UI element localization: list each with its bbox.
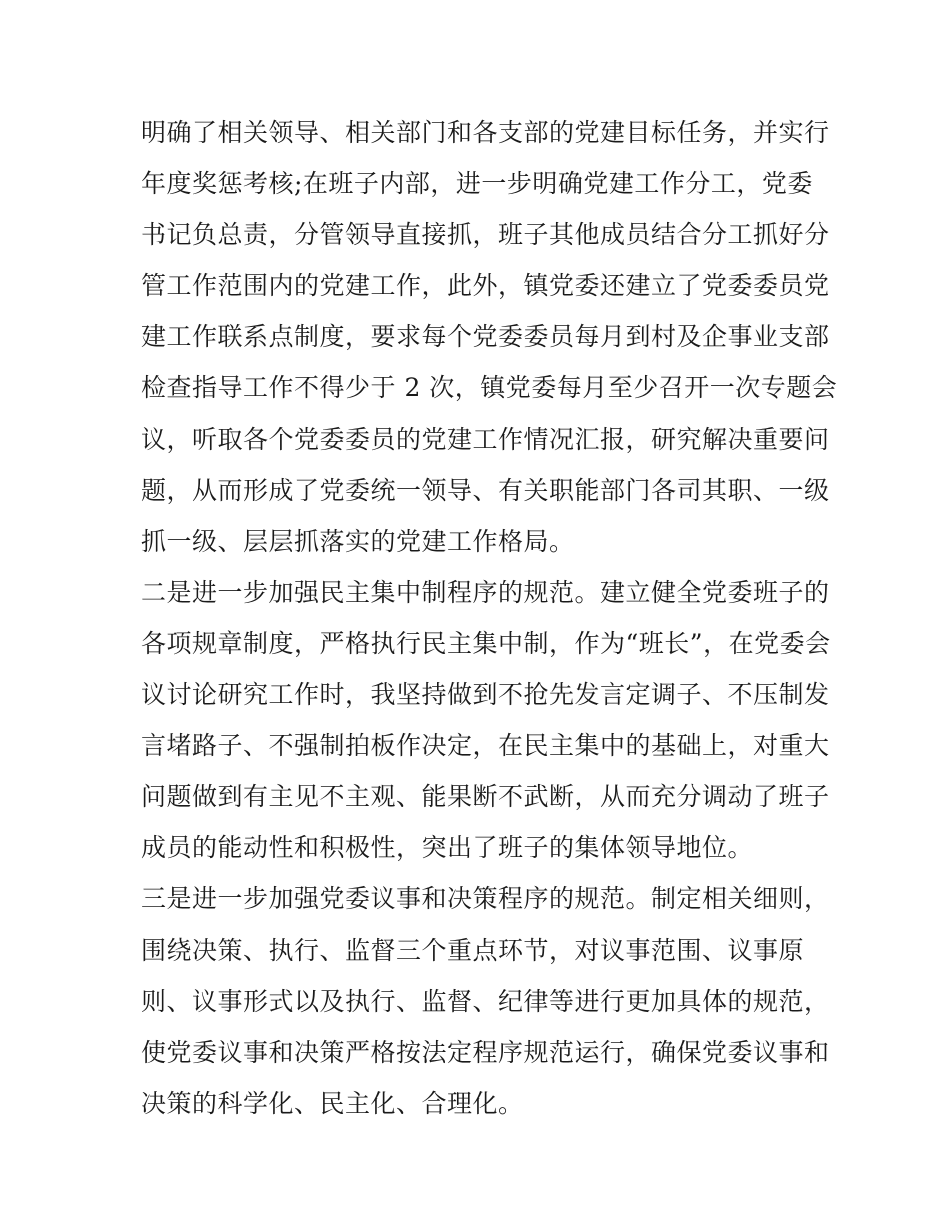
text-line: 抓一级、层层抓落实的党建工作格局。: [141, 526, 575, 556]
text-line: 决策的科学化、民主化、合理化。: [141, 1088, 524, 1118]
text-line: 言堵路子、不强制拍板作决定，在民主集中的基础上，对重大: [141, 731, 830, 761]
text-line: 成员的能动性和积极性，突出了班子的集体领导地位。: [141, 833, 754, 863]
text-line: 议讨论研究工作时，我坚持做到不抢先发言定调子、不压制发: [141, 680, 830, 710]
text-line: 建工作联系点制度，要求每个党委委员每月到村及企事业支部: [141, 322, 830, 352]
text-line: 管工作范围内的党建工作，此外，镇党委还建立了党委委员党: [141, 271, 830, 301]
document-body: [141, 107, 838, 1129]
text-line: 围绕决策、执行、监督三个重点环节，对议事范围、议事原: [141, 935, 805, 965]
text-line: 议，听取各个党委委员的党建工作情况汇报，研究解决重要问: [141, 424, 830, 454]
text-line: 二是进一步加强民主集中制程序的规范。建立健全党委班子的: [141, 577, 830, 607]
text-line: 三是进一步加强党委议事和决策程序的规范。制定相关细则，: [141, 884, 830, 914]
text-line: 年度奖惩考核;在班子内部，进一步明确党建工作分工，党委: [141, 169, 813, 199]
text-line: 明确了相关领导、相关部门和各支部的党建目标任务，并实行: [141, 118, 830, 147]
text-line: 各项规章制度，严格执行民主集中制，作为“班长”，在党委会: [141, 628, 831, 658]
text-line: 题，从而形成了党委统一领导、有关职能部门各司其职、一级: [141, 475, 830, 505]
text-line: 书记负总责，分管领导直接抓，班子其他成员结合分工抓好分: [141, 220, 830, 250]
text-line: 检查指导工作不得少于 2 次，镇党委每月至少召开一次专题会: [141, 373, 838, 403]
text-line: 问题做到有主见不主观、能果断不武断，从而充分调动了班子: [141, 782, 830, 812]
text-line: 使党委议事和决策严格按法定程序规范运行，确保党委议事和: [141, 1037, 830, 1067]
text-line: 则、议事形式以及执行、监督、纪律等进行更加具体的规范，: [141, 986, 830, 1016]
